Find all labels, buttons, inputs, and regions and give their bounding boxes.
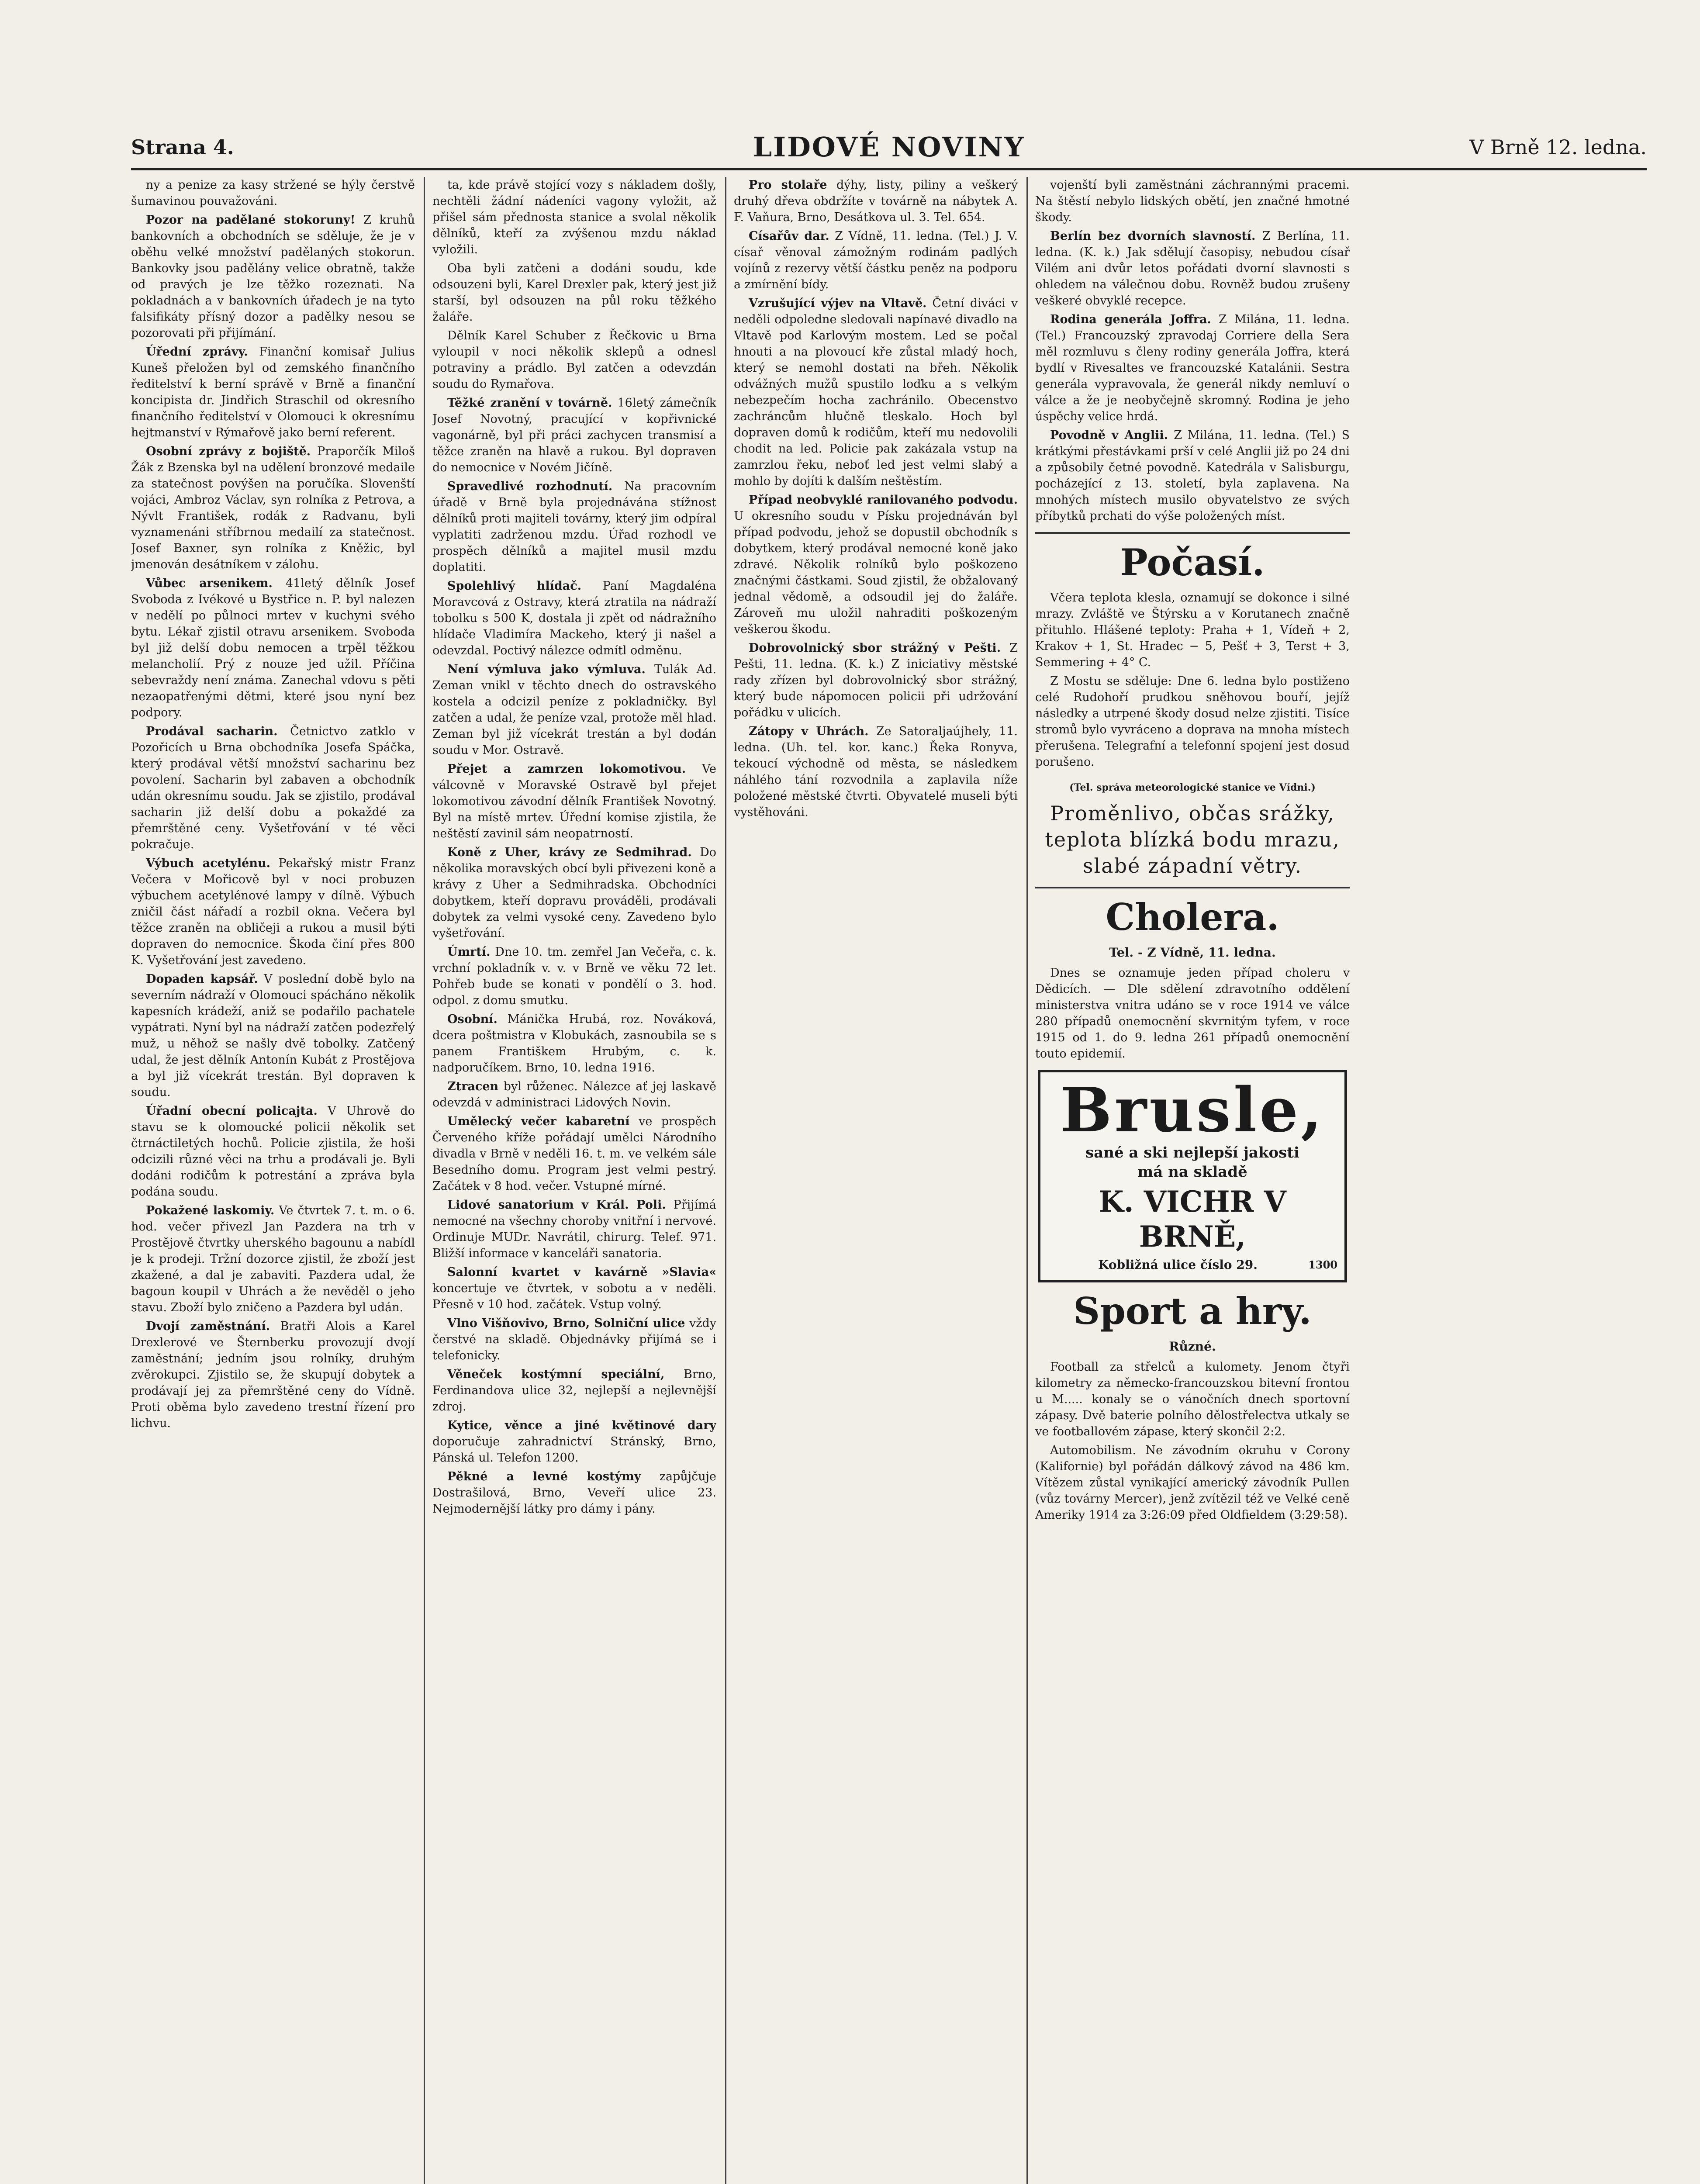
- article-text: Mánička Hrubá, roz. Nováková, dcera poštmistra v Klobukách, zasnoubila se s panem Františkem Hrubým, c. k. nadporučíkem. Brno, 10. ledna 1916.: [432, 1013, 716, 1075]
- article-headline: Zátopy v Uhrách.: [749, 725, 869, 738]
- article-text: Četnictvo zatklo v Pozořicích u Brna obchodníka Josefa Spáčka, který prodával větší množství sacharinu bez povolení. Sacharin byl zabaven a obchodník udán okresnímu soudu. Jak se zjistilo, prodával sacharin již delší dobu a pokaždé za přemrštěné ceny. Vyšetřování v té věci pokračuje.: [131, 725, 415, 851]
- sport-section: [1035, 1290, 1350, 1523]
- article-headline: Koně z Uher, krávy ze Sedmihrad.: [447, 846, 692, 859]
- article-headline: Salonní kvartet v kavárně »Slavia«: [447, 1265, 716, 1279]
- weather-text-2: Z Mostu se sděluje: Dne 6. ledna bylo postiženo celé Rudohoří prudkou sněhovou bouří, jejíž následky a utrpené škody dosud nelze zjistiti. Tisíce stromů bylo vyvráceno a doprava na mnoha místech přerušena. Telegrafní a telefonní spojení jest dosud porušeno.: [1035, 674, 1350, 769]
- article-headline: Věneček kostýmní speciální,: [447, 1368, 665, 1381]
- article-headline: Berlín bez dvorních slavností.: [1050, 229, 1256, 243]
- article-text: ve prospěch Červeného kříže pořádají umělci Národního divadla v Brně v neděli 16. t. m. ve velkém sále Besedního domu. Program jest velmi pestrý. Začátek v 8 hod. večer. Vstupné mírné.: [432, 1115, 716, 1193]
- article-text: Dělník Karel Schuber z Řečkovic u Brna vyloupil v noci několik sklepů a odnesl potraviny a prádlo. Byl zatčen a odevzdán soudu do Rymařova.: [432, 329, 716, 391]
- article: [432, 177, 716, 258]
- article-headline: Kytice, věnce a jiné květinové dary: [447, 1419, 716, 1432]
- article-headline: Spravedlivé rozhodnutí.: [447, 480, 613, 493]
- article: [432, 1113, 716, 1194]
- article-text: Ve válcovně v Moravské Ostravě byl přejet lokomotivou závodní dělník František Novotný. Byl na místě mrtev. Úřední komise zjistila, že neštěstí zavinil sám neopatrností.: [432, 762, 716, 840]
- article-headline: Případ neobvyklé ranilovaného podvodu.: [749, 493, 1018, 507]
- article: [432, 661, 716, 758]
- ad-line-2: má na skladě: [1137, 1163, 1247, 1181]
- article: [131, 443, 415, 573]
- masthead: LIDOVÉ NOVINY: [753, 131, 1025, 163]
- sport-subtitle: Různé.: [1169, 1339, 1216, 1354]
- article: [131, 212, 415, 341]
- article-text: Tulák Ad. Zeman vnikl v těchto dnech do ostravského kostela a odcizil peníze z pokladničky. Byl zatčen a udal, že peníze vzal, protože měl hlad. Zeman byl již vícekrát trestán a byl dodán soudu v Mor. Ostravě.: [432, 663, 716, 757]
- article-headline: Dopaden kapsář.: [146, 972, 258, 986]
- article: [432, 761, 716, 842]
- article: [432, 1366, 716, 1415]
- article-text: Z Pešti, 11. ledna. (K. k.) Z iniciativy městské rady zřízen byl dobrovolnický sbor strážný, který bude nápomocen policii při udržování pořádku v ulicích.: [734, 641, 1018, 719]
- article: [734, 295, 1018, 489]
- article-text: byl růženec. Nálezce ať jej laskavě odevzdá v administraci Lidových Novin.: [432, 1080, 716, 1109]
- column-4-articles: [1035, 177, 1350, 524]
- column-2: [432, 177, 716, 2184]
- article-text: Finanční komisař Julius Kuneš přeložen byl od zemského finančního ředitelství k berní správě v Brně a finanční koncipista dr. Jindřich Straschil od okresního finančního ředitelství v Olomouci k okresnímu hejtmanství v Rýmařově jako berní referent.: [131, 345, 415, 439]
- article-text: Z kruhů bankovních a obchodních se sděluje, že je v oběhu velké množství padělaných stokorun. Bankovky jsou padělány velice obratně, takže od pravých je lze těžko rozeznati. Na pokladnách a v bankovních úřadech je na tyto falsifikáty přísný dozor a padělky nesou se pozorovati při přijímání.: [131, 213, 415, 340]
- article: [131, 1318, 415, 1431]
- article-headline: Vůbec arsenikem.: [146, 577, 273, 590]
- article-headline: Úmrtí.: [447, 945, 491, 959]
- article-text: Brno, Ferdinandova ulice 32, nejlepší a nejlevnější zdroj.: [432, 1368, 716, 1413]
- issue-date: V Brně 12. ledna.: [1469, 135, 1647, 159]
- article-headline: Vzrušující výjev na Vltavě.: [749, 297, 927, 310]
- article: [131, 971, 415, 1100]
- article-headline: Výbuch acetylénu.: [146, 857, 270, 870]
- article-headline: Osobní.: [447, 1013, 498, 1026]
- article: [131, 723, 415, 853]
- article: [432, 1264, 716, 1313]
- article: [432, 395, 716, 476]
- ad-line: sané a ski nejlepší jakosti: [1085, 1144, 1299, 1161]
- article-text: vždy čerstvé na skladě. Objednávky přijímá se i telefonicky.: [432, 1317, 716, 1362]
- article-text: Bratři Alois a Karel Drexlerové ve Šternberku provozují dvojí zaměstnání; jedním jsou rolníky, druhým zvěrokupci. Zjistilo se, že skupují dobytek a prodávají jej za přemrštěné ceny do Vídně. Proti oběma bylo zavedeno trestní řízení pro lichvu.: [131, 1320, 415, 1430]
- article-headline: Pro stolaře: [749, 178, 827, 192]
- article-text: Z Vídně, 11. ledna. (Tel.) J. V. císař věnoval zámožným rodinám padlých vojínů z rezervy větší částku peněz na podporu a zmírnění bídy.: [734, 229, 1018, 291]
- article-text: ta, kde právě stojící vozy s nákladem došly, nechtěli žádní nádeníci vagony vyložit, až přišel sám přednosta stanice a svolal několik dělníků, kteří za zvýšenou mzdu náklad vyložili.: [432, 178, 716, 256]
- column-rule: [424, 177, 425, 2184]
- article-text: Paní Magdaléna Moravcová z Ostravy, která ztratila na nádraží tobolku s 500 K, dostala ji zpět od nádražního hlídače Vladimíra Mackeho, který ji našel a odevzdal. Poctivý nálezce odmítl odměnu.: [432, 579, 716, 657]
- article-headline: Pozor na padělané stokoruny!: [146, 213, 356, 227]
- column-1: [131, 177, 415, 2184]
- article-text: dýhy, listy, piliny a veškerý druhý dřeva obdržíte v továrně na nábytek A. F. Vaňura, Brno, Desátkova ul. 3. Tel. 654.: [734, 178, 1018, 224]
- column-rule: [725, 177, 726, 2184]
- article: [131, 1103, 415, 1200]
- ad-address-text: Kobližná ulice číslo 29.: [1098, 1258, 1258, 1272]
- article-text: Dne 10. tm. zemřel Jan Večeřa, c. k. vrchní pokladník v. v. v Brně ve věku 72 let. Pohřeb bude se konati v pondělí o 3. hod. odpol. z domu smutku.: [432, 945, 716, 1007]
- article-text: Z Berlína, 11. ledna. (K. k.) Jak sdělují časopisy, nebudou císař Vilém ani dvůr letos pořádati dvorní slavnosti s ohledem na válečnou dobu. Rovněž budou zrušeny veškeré obvyklé recepce.: [1035, 229, 1350, 308]
- weather-source: (Tel. správa meteorologické stanice ve Vídni.): [1069, 782, 1316, 793]
- article-text: V Uhrově do stavu se k olomoucké policii několik set čtrnáctiletých hochů. Policie zjistila, že hoši odcizili různé věci na trhu a prodávali je. Byli dodáni rodičům k potrestání a zpráva byla podána soudu.: [131, 1104, 415, 1199]
- article: [1035, 427, 1350, 524]
- article-text: Z Milána, 11. ledna. (Tel.) Francouzský zpravodaj Corriere della Sera měl rozmluvu s členy rodiny generála Joffra, která bydlí v Rivesaltes ve francouzské Katalánii. Sestra generála vypravovala, že generál nikdy nemluví o válce a že je neobyčejně skromný. Rodina je jeho úspěchy velice hrdá.: [1035, 313, 1350, 423]
- article-text: Četní diváci v neděli odpoledne sledovali napínavé divadlo na Vltavě pod Karlovým mostem. Led se počal hnouti a na plovoucí kře zůstal mladý hoch, který se nemohl dostati na břeh. Několik odvážných mužů spustilo loďku a s velkým nebezpečím hocha zachránilo. Obecenstvo zachráncům hlučně tleskalo. Hoch byl dopraven domů k rodičům, kteří mu nedovolili chodit na led. Policie pak zakázala vstup na zamrzlou řeku, neboť led jest velmi slabý a mohlo by dojíti k dalším neštěstím.: [734, 297, 1018, 488]
- article-headline: Není výmluva jako výmluva.: [447, 663, 646, 676]
- article: [734, 228, 1018, 293]
- article-headline: Císařův dar.: [749, 229, 829, 243]
- weather-section: [1035, 542, 1350, 879]
- column-3: [734, 177, 1018, 2184]
- article-headline: Úřadní obecní policajta.: [146, 1104, 318, 1118]
- article: [734, 177, 1018, 225]
- article: [432, 944, 716, 1009]
- sport-title: Sport a hry.: [1073, 1289, 1312, 1333]
- article: [432, 578, 716, 659]
- article: [734, 723, 1018, 820]
- article-text: Z Milána, 11. ledna. (Tel.) S krátkými přestávkami prší v celé Anglii již po 24 dni a způsobily četné povodně. Katedrála v Salisburgu, pocházející z 13. století, byla zaplavena. Na mnohých místech musilo obyvatelstvo ze svých příbytků prchati do výše položených míst.: [1035, 429, 1350, 523]
- article-text: U okresního soudu v Písku projednáván byl případ podvodu, jehož se dopustil obchodník s dobytkem, který prodával nemocné koně jako zdravé. Několik rolníků bylo poškozeno značnými částkami. Soud zjistil, že obžalovaný jednal vědomě, a odsoudil jej do žaláře. Zároveň mu uložil nahraditi poškozeným veškerou škodu.: [734, 509, 1018, 636]
- ad-code: 1300: [1308, 1258, 1337, 1271]
- article-text: Pekařský mistr Franz Večera v Mořicově byl v noci probuzen výbuchem acetylénové lampy v dílně. Výbuch zničil část nářadí a rozbil okna. Večera byl těžce zraněn na obličeji a rukou a musil býti dopraven do nemocnice. Škoda činí přes 800 K. Vyšetřování jest zavedeno.: [131, 857, 415, 967]
- article-headline: Lidové sanatorium v Král. Poli.: [447, 1198, 666, 1212]
- article-text: Na pracovním úřadě v Brně byla projednávána stížnost dělníků proti majiteli továrny, který jim odpíral vyplatiti zadrženou mzdu. Úřad rozhodl ve prospěch dělníků a majitel musil mzdu doplatiti.: [432, 480, 716, 574]
- header-rule: [131, 168, 1647, 170]
- article: [131, 177, 415, 209]
- cholera-title: Cholera.: [1106, 895, 1279, 939]
- article: [1035, 177, 1350, 225]
- article-headline: Osobní zprávy z bojiště.: [146, 445, 311, 458]
- section-divider: [1035, 887, 1350, 888]
- article-text: V poslední době bylo na severním nádraží v Olomouci spácháno několik kapesních krádeží, aniž se podařilo pachatele vypátrati. Nyní byl na nádraží zatčen podezřelý muž, u něhož se našly dvě tobolky. Zatčený udal, že jest dělník Antonín Kubát z Prostějova a byl již vícekrát trestán. Byl dopraven k soudu.: [131, 972, 415, 1099]
- article-headline: Prodával sacharin.: [146, 725, 278, 738]
- page-number: Strana 4.: [131, 135, 234, 159]
- article-text: Ze Satoraljaújhely, 11. ledna. (Uh. tel. kor. kanc.) Řeka Ronyva, tekoucí východně od města, se následkem náhlého tání rozvodnila a zaplavila níže položené městské čtvrti. Obyvatelé museli býti vystěhováni.: [734, 725, 1018, 819]
- article-text: 41letý dělník Josef Svoboda z Ivékové u Bystřice n. P. byl nalezen v nedělí po půlnoci mrtev v kuchyni svého bytu. Lékař zjistil otravu arsenikem. Svoboda byl již delší dobu nemocen a trpěl těžkou melancholií. Prý z nouze jed užil. Příčina sebevraždy není známa. Zanechal vdovu s pěti nezaopatřenými dětmi, které jsou nyní bez podpory.: [131, 577, 415, 719]
- article: [131, 855, 415, 968]
- ad-brand: K. VICHR V BRNĚ,: [1099, 1185, 1286, 1254]
- article: [131, 1203, 415, 1316]
- article: [131, 575, 415, 721]
- section-divider: [1035, 532, 1350, 534]
- cholera-text: Dnes se oznamuje jeden případ choleru v Dědicích. — Dle sdělení zdravotního oddělení ministerstva vnitra udáno se v roce 1914 ve válce 280 případů onemocnění skvrnitým tyfem, v roce 1915 od 1. do 9. ledna 261 případů onemocnění touto epidemií.: [1035, 966, 1350, 1061]
- article: [432, 844, 716, 941]
- weather-text: Včera teplota klesla, oznamují se dokonce i silné mrazy. Zvláště ve Štýrsku a v Korutanech značně přituhlo. Hlášené teploty: Praha + 1, Vídeň + 2, Krakov + 1, St. Hradec − 5, Pešť + 3, Terst + 3, Semmering + 4° C.: [1035, 591, 1350, 669]
- article-headline: Ztracen: [447, 1080, 499, 1093]
- article-headline: Vlno Višňovivo, Brno, Solniční ulice: [447, 1317, 685, 1330]
- page-header: [131, 131, 1647, 166]
- article-headline: Pěkné a levné kostýmy: [447, 1470, 641, 1483]
- article-text: Přijímá nemocné na všechny choroby vnitřní i nervové. Ordinuje MUDr. Navrátil, chirurg. Telef. 971. Bližší informace v kanceláři sanatoria.: [432, 1198, 716, 1260]
- article-headline: Pokažené laskomiy.: [146, 1204, 275, 1217]
- column-rule: [1026, 177, 1028, 2184]
- article-text: Oba byli zatčeni a dodáni soudu, kde odsouzeni byli, Karel Drexler pak, který jest již starší, byl odsouzen na půl roku těžkého žaláře.: [432, 262, 716, 324]
- article: [432, 478, 716, 575]
- weather-forecast: Proměnlivo, občas srážky, teplota blízká bodu mrazu, slabé západní větry.: [1045, 802, 1340, 878]
- article: [432, 1469, 716, 1517]
- article-text: koncertuje ve čtvrtek, v sobotu a v neděli. Přesně v 10 hod. začátek. Vstup volný.: [432, 1282, 716, 1311]
- article-headline: Spolehlivý hlídač.: [447, 579, 582, 593]
- article-headline: Rodina generála Joffra.: [1050, 313, 1211, 326]
- sport-text-2: Automobilism. Ne závodním okruhu v Corony (Kalifornie) byl pořádán dálkový závod na 486 km. Vítězem zůstal vynikající americký závodník Pullen (vůz továrny Mercer), jenž zvítězil též ve Velké ceně Ameriky 1914 za 3:26:09 před Oldfieldem (3:29:58).: [1035, 1444, 1350, 1522]
- cholera-dateline: Tel. - Z Vídně, 11. ledna.: [1109, 945, 1276, 960]
- article: [432, 1315, 716, 1364]
- cholera-section: [1035, 896, 1350, 1062]
- column-4: [1035, 177, 1350, 2184]
- article-text: doporučuje zahradnictví Stránský, Brno, Pánská ul. Telefon 1200.: [432, 1435, 716, 1465]
- article-headline: Těžké zranění v továrně.: [447, 396, 612, 410]
- article: [432, 1011, 716, 1076]
- article-headline: Přejet a zamrzen lokomotivou.: [447, 762, 686, 776]
- article: [432, 1078, 716, 1111]
- article-text: 16letý zámečník Josef Novotný, pracující v kopřivnické vagonárně, byl při práci zachycen transmisí a těžce zraněn na hlavě a rukou. Byl dopraven do nemocnice v Novém Jičíně.: [432, 396, 716, 474]
- article-text: Ve čtvrtek 7. t. m. o 6. hod. večer přivezl Jan Pazdera na trh v Prostějově čtvrtky uherského bagounu a nabídl je k prodeji. Tržní dozorce zjistil, že zboží jest zkažené, a dal je zabaviti. Pazdera udal, že bagoun koupil v Uhrách a že nevěděl o jeho stavu. Zboží bylo zničeno a Pazdera byl udán.: [131, 1204, 415, 1314]
- article: [131, 344, 415, 441]
- ad-address: [1047, 1257, 1337, 1273]
- article: [432, 260, 716, 325]
- article: [1035, 228, 1350, 309]
- article: [734, 492, 1018, 637]
- article: [432, 328, 716, 392]
- article-text: Do několika moravských obcí byli přivezeni koně a krávy z Uher a Sedmihradska. Obchodníci dobytkem, kteří dopravu prováděli, prodávali dobytek za velmi vysoké ceny. Zavedeno bylo vyšetřování.: [432, 846, 716, 940]
- article: [432, 1417, 716, 1466]
- article-headline: Úřední zprávy.: [146, 345, 248, 359]
- article-text: zapůjčuje Dostrašilová, Brno, Veveří ulice 23. Nejmodernější látky pro dámy i pány.: [432, 1470, 716, 1516]
- weather-title: Počasí.: [1120, 541, 1265, 584]
- sport-text: Football za střelců a kulomety. Jenom čtyři kilometry za německo-francouzskou bitevní frontou u M..... konaly se o vánočních dnech sportovní zápasy. Dvě baterie polního dělostřelectva utkaly se ve footballovém zápase, který skončil 2:2.: [1035, 1360, 1350, 1438]
- article-text: Praporčík Miloš Žák z Bzenska byl na udělení bronzové medaile za statečnost povýšen na poručíka. Slovenští vojáci, Ambroz Václav, syn rolníka z Petrova, a Nývlt František, rodák z Radvanu, byli vyznamenáni stříbrnou medailí za statečnost. Josef Baxner, syn rolníka z Kněžic, byl jmenován desátníkem v zálohu.: [131, 445, 415, 571]
- article-headline: Povodně v Anglii.: [1050, 429, 1168, 442]
- article-text: ny a penize za kasy stržené se hýly čerstvě šumavinou pouvažováni.: [131, 178, 415, 208]
- article-headline: Umělecký večer kabaretní: [447, 1115, 630, 1128]
- ad-title: Brusle,: [1060, 1075, 1325, 1146]
- article-headline: Dvojí zaměstnání.: [146, 1320, 270, 1333]
- article: [734, 640, 1018, 721]
- article: [432, 1197, 716, 1261]
- article-text: vojenští byli zaměstnáni záchrannými pracemi. Na štěstí nebylo lidských obětí, jen značné hmotné škody.: [1035, 178, 1350, 224]
- article-headline: Dobrovolnický sbor strážný v Pešti.: [749, 641, 1001, 655]
- skates-advertisement: [1038, 1070, 1347, 1282]
- article: [1035, 311, 1350, 425]
